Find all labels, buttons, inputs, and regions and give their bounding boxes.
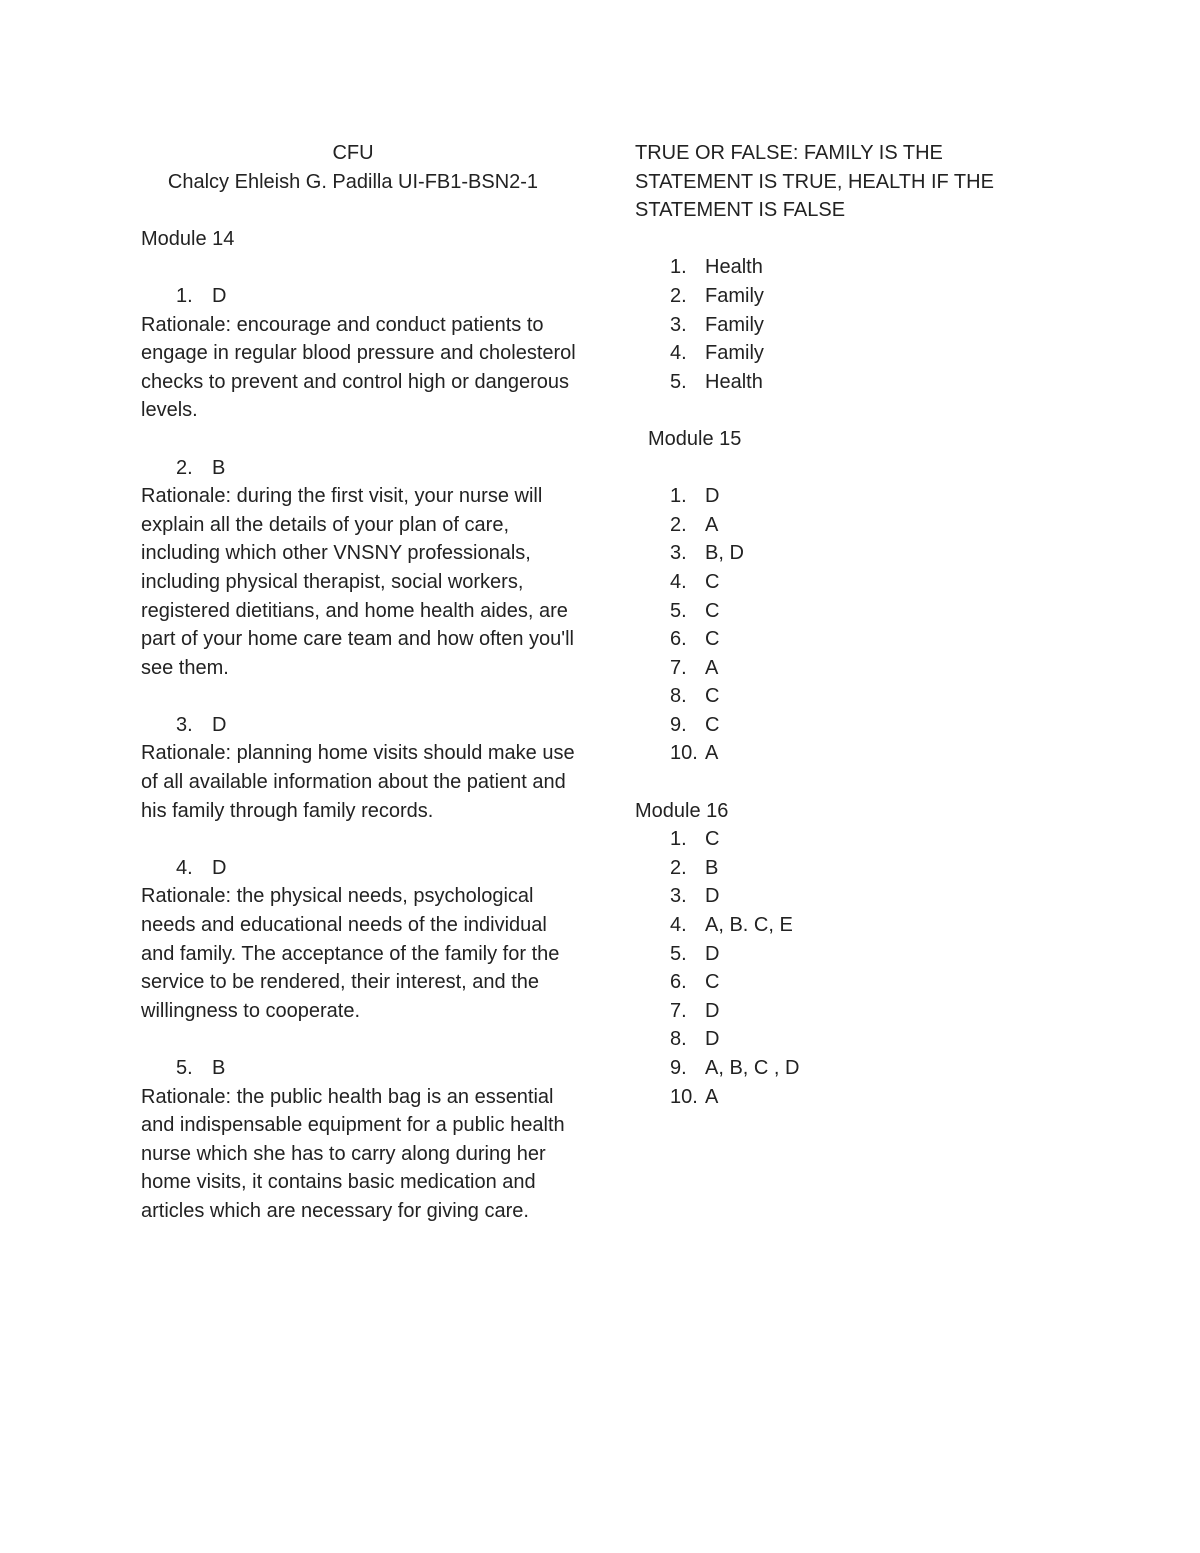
item-answer: C — [705, 570, 720, 593]
item-number: 3. — [670, 885, 687, 908]
item-answer: D — [705, 485, 720, 508]
item-number: 5. — [670, 942, 687, 965]
item-number: 8. — [670, 1028, 687, 1051]
item-number: 9. — [670, 1057, 687, 1079]
item-number: 5. — [670, 599, 687, 622]
left-column — [141, 139, 581, 1226]
item-answer: D — [705, 885, 720, 908]
question-answer: D — [212, 856, 227, 879]
spacer — [141, 1025, 581, 1054]
spacer — [141, 825, 581, 854]
answer-item — [635, 711, 1055, 740]
question-answer: B — [212, 1057, 226, 1079]
question-1 — [141, 282, 581, 311]
spacer — [635, 454, 1055, 483]
item-number: 1. — [670, 485, 687, 508]
spacer — [141, 253, 581, 282]
item-number: 4. — [670, 570, 687, 593]
item-answer: A — [705, 513, 719, 536]
item-answer: C — [705, 599, 720, 622]
item-number: 4. — [670, 914, 687, 937]
answer-item — [635, 597, 1055, 626]
item-answer: C — [705, 628, 720, 651]
item-answer: A, B. C, E — [705, 914, 793, 937]
question-number: 5. — [176, 1057, 193, 1079]
item-number: 1. — [670, 256, 687, 279]
item-answer: A — [705, 1085, 719, 1108]
answer-item — [635, 282, 1055, 311]
item-number: 4. — [670, 342, 687, 365]
spacer — [635, 768, 1055, 797]
item-answer: C — [705, 828, 720, 851]
item-number: 7. — [670, 999, 687, 1022]
item-number: 5. — [670, 370, 687, 393]
item-answer: B, D — [705, 542, 744, 565]
question-number: 2. — [176, 456, 193, 479]
question-number: 1. — [176, 284, 193, 307]
item-answer: D — [705, 942, 720, 965]
item-answer: Family — [705, 313, 764, 336]
answer-item — [635, 940, 1055, 969]
question-3 — [141, 711, 581, 740]
question-2 — [141, 454, 581, 483]
item-answer: Health — [705, 370, 763, 393]
item-number: 2. — [670, 513, 687, 536]
answer-item — [635, 482, 1055, 511]
item-number: 3. — [670, 542, 687, 565]
answer-item — [635, 1025, 1055, 1054]
item-number: 9. — [670, 713, 687, 736]
answer-item — [635, 625, 1055, 654]
answer-item — [635, 882, 1055, 911]
item-answer: Health — [705, 256, 763, 279]
spacer — [141, 425, 581, 454]
item-answer: D — [705, 999, 720, 1022]
answer-item — [635, 511, 1055, 540]
item-number: 10. — [670, 742, 698, 765]
item-number: 8. — [670, 685, 687, 708]
answer-item — [635, 311, 1055, 340]
item-answer: Family — [705, 284, 764, 307]
rationale-1: Rationale: encourage and conduct patients to engage in regular blood pressure and cholesterol checks to prevent and control high or dangerous levels. — [141, 313, 576, 422]
spacer — [141, 196, 581, 225]
item-number: 10. — [670, 1085, 698, 1108]
answer-item — [635, 911, 1055, 940]
rationale-3: Rationale: planning home visits should make use of all available information about the patient and his family through family records. — [141, 742, 575, 822]
item-number: 7. — [670, 656, 687, 679]
item-answer: B — [705, 856, 719, 879]
document-title: CFU — [332, 142, 374, 164]
question-answer: D — [212, 284, 227, 307]
spacer — [141, 682, 581, 711]
item-answer: A — [705, 742, 719, 765]
question-4 — [141, 854, 581, 883]
question-number: 4. — [176, 856, 193, 879]
module16-title: Module 16 — [635, 799, 729, 822]
right-column — [635, 139, 1055, 1111]
spacer — [635, 396, 1055, 425]
answer-item — [635, 825, 1055, 854]
student-info: Chalcy Ehleish G. Padilla UI-FB1-BSN2-1 — [167, 170, 539, 193]
answer-item — [635, 253, 1055, 282]
item-answer: D — [705, 1028, 720, 1051]
answer-item — [635, 1054, 1055, 1083]
answer-item — [635, 539, 1055, 568]
module16-list — [635, 825, 1055, 1111]
rationale-2: Rationale: during the first visit, your nurse will explain all the details of your plan of care, including which other VNSNY professionals, including physical therapist, social workers, registered dietitians, and home health aides, are part of your home care team and how often you'll see them. — [141, 485, 574, 679]
answer-item — [635, 739, 1055, 768]
item-answer: C — [705, 713, 720, 736]
item-answer: A, B, C , D — [705, 1057, 800, 1079]
answer-item — [635, 997, 1055, 1026]
item-answer: C — [705, 685, 720, 708]
answer-item — [635, 854, 1055, 883]
answer-item — [635, 339, 1055, 368]
answer-item — [635, 968, 1055, 997]
rationale-5: Rationale: the public health bag is an essential and indispensable equipment for a public health nurse which she has to carry along during her home visits, it contains basic medication and articles which are necessary for giving care. — [141, 1085, 565, 1222]
item-answer: C — [705, 971, 720, 994]
answer-item — [635, 568, 1055, 597]
answer-item — [635, 368, 1055, 397]
item-number: 6. — [670, 628, 687, 651]
item-number: 2. — [670, 284, 687, 307]
item-number: 6. — [670, 971, 687, 994]
item-number: 2. — [670, 856, 687, 879]
question-answer: D — [212, 713, 227, 736]
module14-title: Module 14 — [141, 227, 235, 250]
question-5 — [141, 1054, 581, 1083]
question-number: 3. — [176, 713, 193, 736]
module15-title: Module 15 — [648, 427, 742, 450]
answer-item — [635, 682, 1055, 711]
module15-list — [635, 482, 1055, 768]
item-answer: A — [705, 656, 719, 679]
item-answer: Family — [705, 342, 764, 365]
rationale-4: Rationale: the physical needs, psychological needs and educational needs of the individual and family. The acceptance of the family for the service to be rendered, their interest, and the willingness to cooperate. — [141, 885, 560, 1022]
item-number: 3. — [670, 313, 687, 336]
item-number: 1. — [670, 828, 687, 851]
answer-item — [635, 1083, 1055, 1112]
true-false-instruction: TRUE OR FALSE: FAMILY IS THE STATEMENT IS TRUE, HEALTH IF THE STATEMENT IS FALSE — [635, 142, 994, 222]
answer-item — [635, 654, 1055, 683]
question-answer: B — [212, 456, 226, 479]
spacer — [635, 225, 1055, 254]
true-false-list — [635, 253, 1055, 396]
